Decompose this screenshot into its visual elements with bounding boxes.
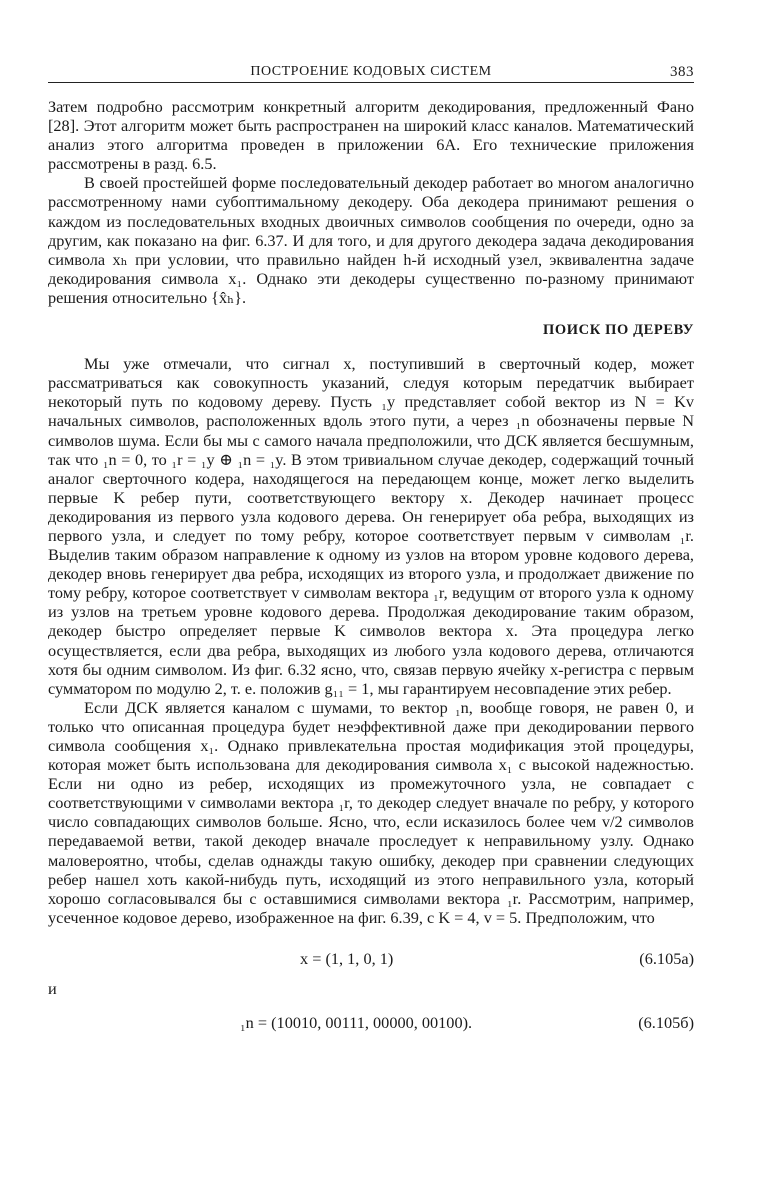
page-number: 383	[670, 64, 694, 80]
equation-6-105a	[48, 945, 694, 971]
paragraph-1: Затем подробно рассмотрим конкретный алгоритм декодирования, предложенный Фано [28]. Этот алгоритм может быть распространен на широкий класс каналов. Математический анализ этого алгоритма проведен в приложении 6А. Его технические приложения рассмотрены в разд. 6.5.	[48, 97, 694, 174]
conjunction: и	[48, 978, 57, 998]
paragraph-2: В своей простейшей форме последовательный декодер работает во многом аналогично рассмотренному нами субоптимальному декодеру. Оба декодера принимают решения о каждом из последовательных входных двоичных символов сообщения по очереди, одно за другим, как показано на фиг. 6.37. И для того, и для другого декодера задача декодирования символа xₕ при условии, что правильно найден h-й исходный узел, эквивалентна задаче декодирования символа x₁. Однако эти декодеры существенно по-разному принимают решения относительно {x̂ₕ}.	[48, 173, 694, 307]
body-text	[48, 97, 694, 1035]
page	[48, 58, 694, 1035]
equation-6-105b	[48, 1009, 694, 1035]
equation-number: (6.105а)	[639, 948, 694, 968]
running-title: ПОСТРОЕНИЕ КОДОВЫХ СИСТЕМ	[250, 64, 492, 79]
equation-number: (6.105б)	[638, 1012, 694, 1032]
paragraph-3: Мы уже отмечали, что сигнал x, поступивший в сверточный кодер, может рассматриваться как совокупность указаний, следуя которым передатчик выбирает некоторый путь по кодовому дереву. Пусть ₁y представляет собой вектор из N = Kv начальных символов, расположенных вдоль этого пути, а через ₁n обозначены первые N символов шума. Если бы мы с самого начала предположили, что ДСК является бесшумным, так что ₁n = 0, то ₁r = ₁y ⊕ ₁n = ₁y. В этом тривиальном случае декодер, содержащий точный аналог сверточного кодера, находящегося на передающем конце, может легко выделить первые K ребер пути, соответствующего вектору x. Декодер начинает процесс декодирования из первого узла кодового дерева. Он генерирует оба ребра, выходящих из первого узла, и следует по тому ребру, которое соответствует первым v символам ₁r. Выделив таким образом направление к одному из узлов на втором уровне кодового дерева, декодер вновь генерирует два ребра, исходящих из второго узла, и продолжает движение по тому ребру, которое соответствует v символам вектора ₁r, ведущим от второго узла к одному из узлов на третьем уровне кодового дерева. Продолжая декодирование таким образом, декодер быстро определяет первые K символов вектора x. Эта процедура легко осуществляется, если два ребра, выходящих из любого узла кодового дерева, отличаются хотя бы одним символом. Из фиг. 6.32 ясно, что, связав первую ячейку x-регистра с первым сумматором по модулю 2, т. е. положив g₁₁ = 1, мы гарантируем несовпадение этих ребер.	[48, 354, 694, 698]
equation-formula: x = (1, 1, 0, 1)	[300, 948, 394, 968]
equation-formula: ₁n = (10010, 00111, 00000, 00100).	[240, 1012, 473, 1032]
section-heading: ПОИСК ПО ДЕРЕВУ	[543, 322, 694, 339]
paragraph-4: Если ДСК является каналом с шумами, то вектор ₁n, вообще говоря, не равен 0, и только что описанная процедура будет неэффективной даже при декодировании первого символа сообщения x₁. Однако привлекательна простая модификация этой процедуры, которая может быть использована для декодирования символа x₁ с высокой надежностью. Если ни одно из ребер, исходящих из промежуточного узла, не совпадает с соответствующими v символами вектора ₁r, то декодер следует вначале по ребру, у которого число совпадающих символов больше. Ясно, что, если исказилось более чем v/2 символов передаваемой ветви, такой декодер вначале проследует к неправильному узлу. Однако маловероятно, чтобы, сделав однажды такую ошибку, декодер при сравнении следующих ребер нашел хоть какой-нибудь путь, исходящий из этого неправильного узла, который хорошо согласовывался бы с оставшимися символами вектора ₁r. Рассмотрим, например, усеченное кодовое дерево, изображенное на фиг. 6.39, с K = 4, v = 5. Предположим, что	[48, 697, 694, 927]
running-head	[48, 58, 694, 83]
